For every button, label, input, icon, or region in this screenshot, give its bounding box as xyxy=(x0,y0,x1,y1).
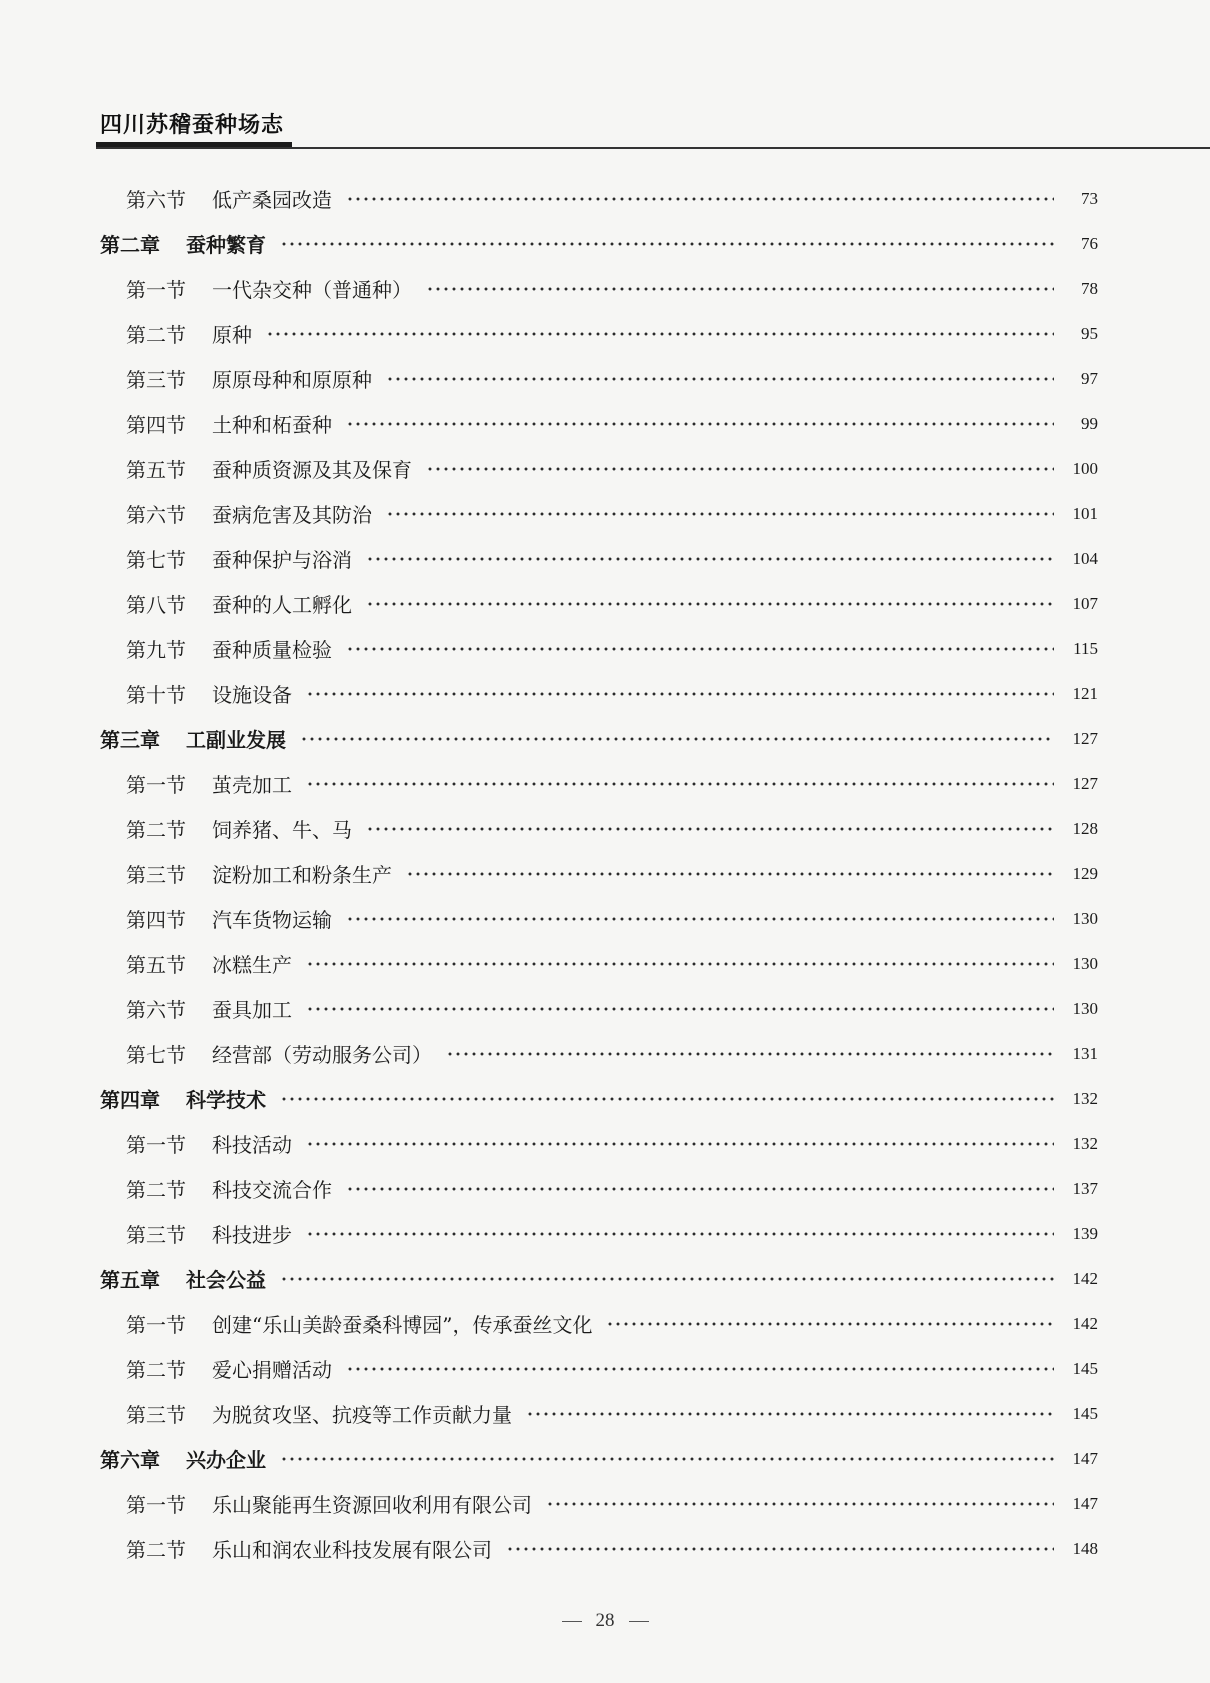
toc-section-entry[interactable] xyxy=(0,761,1210,806)
dot-leader xyxy=(366,827,1054,831)
toc-entry-label xyxy=(126,1039,432,1068)
section-number: 第六节 xyxy=(126,188,186,212)
dot-leader xyxy=(366,602,1054,606)
toc-section-entry[interactable] xyxy=(0,851,1210,896)
chapter-number: 第二章 xyxy=(100,233,160,257)
section-title: 乐山聚能再生资源回收利用有限公司 xyxy=(212,1493,532,1517)
toc-section-entry[interactable] xyxy=(0,581,1210,626)
dot-leader xyxy=(546,1502,1054,1506)
toc-page-number: 132 xyxy=(1072,1133,1098,1153)
toc-entry-label xyxy=(126,544,352,573)
section-number: 第二节 xyxy=(126,1358,186,1382)
page-number: 28 xyxy=(595,1610,615,1631)
toc-chapter-entry[interactable] xyxy=(0,1436,1210,1481)
dot-leader xyxy=(386,377,1054,381)
dot-leader xyxy=(346,917,1054,921)
section-number: 第三节 xyxy=(126,863,186,887)
dot-leader xyxy=(346,422,1054,426)
toc-entry-label xyxy=(126,1309,592,1338)
section-number: 第二节 xyxy=(126,1538,186,1562)
toc-page-number: 78 xyxy=(1081,278,1098,298)
toc-entry-label xyxy=(126,679,292,708)
dot-leader xyxy=(426,287,1054,291)
dot-leader xyxy=(306,692,1054,696)
toc-entry-label xyxy=(126,769,292,798)
toc-section-entry[interactable] xyxy=(0,986,1210,1031)
toc-page-number: 142 xyxy=(1072,1268,1098,1288)
section-title: 科技交流合作 xyxy=(212,1178,332,1202)
section-title: 土种和柘蚕种 xyxy=(212,413,332,437)
section-title: 冰糕生产 xyxy=(212,953,292,977)
dot-leader xyxy=(280,1457,1054,1461)
section-title: 蚕种保护与浴消 xyxy=(212,548,352,572)
toc-page-number: 147 xyxy=(1072,1493,1098,1513)
toc-page-number: 100 xyxy=(1072,458,1098,478)
toc-entry-label xyxy=(126,409,332,438)
toc-entry-label xyxy=(100,724,286,753)
dot-leader xyxy=(306,1142,1054,1146)
toc-page-number: 101 xyxy=(1072,503,1098,523)
toc-section-entry[interactable] xyxy=(0,941,1210,986)
toc-section-entry[interactable] xyxy=(0,401,1210,446)
section-title: 饲养猪、牛、马 xyxy=(212,818,352,842)
toc-section-entry[interactable] xyxy=(0,176,1210,221)
section-number: 第一节 xyxy=(126,1133,186,1157)
section-number: 第七节 xyxy=(126,1043,186,1067)
toc-entry-label xyxy=(126,1219,292,1248)
toc-entry-label xyxy=(126,949,292,978)
toc-entry-label xyxy=(126,274,412,303)
chapter-number: 第五章 xyxy=(100,1268,160,1292)
toc-chapter-entry[interactable] xyxy=(0,716,1210,761)
toc-page-number: 128 xyxy=(1072,818,1098,838)
toc-section-entry[interactable] xyxy=(0,491,1210,536)
section-title: 淀粉加工和粉条生产 xyxy=(212,863,392,887)
section-title: 蚕种的人工孵化 xyxy=(212,593,352,617)
toc-page-number: 139 xyxy=(1072,1223,1098,1243)
dot-leader xyxy=(280,242,1054,246)
section-title: 设施设备 xyxy=(212,683,292,707)
chapter-title: 工副业发展 xyxy=(186,728,286,752)
chapter-title: 社会公益 xyxy=(186,1268,266,1292)
dot-leader xyxy=(386,512,1054,516)
section-number: 第六节 xyxy=(126,998,186,1022)
toc-entry-label xyxy=(126,1399,512,1428)
section-number: 第八节 xyxy=(126,593,186,617)
toc-entry-label xyxy=(126,1489,532,1518)
dot-leader xyxy=(266,332,1054,336)
book-title: 四川苏稽蚕种场志 xyxy=(100,113,285,138)
section-number: 第三节 xyxy=(126,368,186,392)
header-rule-thin xyxy=(96,147,1210,149)
section-title: 原原母种和原原种 xyxy=(212,368,372,392)
toc-section-entry[interactable] xyxy=(0,671,1210,716)
toc-page-number: 115 xyxy=(1073,638,1098,658)
section-number: 第九节 xyxy=(126,638,186,662)
toc-page-number: 131 xyxy=(1072,1043,1098,1063)
chapter-number: 第六章 xyxy=(100,1448,160,1472)
dot-leader xyxy=(526,1412,1054,1416)
section-title: 茧壳加工 xyxy=(212,773,292,797)
chapter-number: 第四章 xyxy=(100,1088,160,1112)
toc-chapter-entry[interactable] xyxy=(0,1076,1210,1121)
dot-leader xyxy=(300,737,1054,741)
section-number: 第五节 xyxy=(126,953,186,977)
section-number: 第四节 xyxy=(126,908,186,932)
toc-section-entry[interactable] xyxy=(0,1391,1210,1436)
page-header xyxy=(0,0,1210,160)
dot-leader xyxy=(306,1007,1054,1011)
section-number: 第十节 xyxy=(126,683,186,707)
toc-entry-label xyxy=(126,1534,492,1563)
toc-chapter-entry[interactable] xyxy=(0,221,1210,266)
dot-leader xyxy=(306,782,1054,786)
toc-section-entry[interactable] xyxy=(0,806,1210,851)
dot-leader xyxy=(280,1277,1054,1281)
section-number: 第三节 xyxy=(126,1223,186,1247)
toc-page-number: 130 xyxy=(1072,908,1098,928)
chapter-title: 兴办企业 xyxy=(186,1448,266,1472)
toc-section-entry[interactable] xyxy=(0,1526,1210,1571)
toc-page-number: 130 xyxy=(1072,998,1098,1018)
toc-section-entry[interactable] xyxy=(0,1346,1210,1391)
toc-page-number: 97 xyxy=(1081,368,1098,388)
section-title: 为脱贫攻坚、抗疫等工作贡献力量 xyxy=(212,1403,512,1427)
toc-entry-label xyxy=(126,454,412,483)
section-title: 经营部（劳动服务公司） xyxy=(212,1043,432,1067)
toc-page-number: 127 xyxy=(1072,773,1098,793)
section-title: 科技活动 xyxy=(212,1133,292,1157)
section-number: 第七节 xyxy=(126,548,186,572)
toc-section-entry[interactable] xyxy=(0,1121,1210,1166)
section-number: 第一节 xyxy=(126,1493,186,1517)
dot-leader xyxy=(426,467,1054,471)
section-title: 爱心捐赠活动 xyxy=(212,1358,332,1382)
section-title: 蚕病危害及其防治 xyxy=(212,503,372,527)
dot-leader xyxy=(366,557,1054,561)
toc-page-number: 145 xyxy=(1072,1403,1098,1423)
toc-entry-label xyxy=(100,1084,266,1113)
toc-page-number: 129 xyxy=(1072,863,1098,883)
toc-page-number: 121 xyxy=(1072,683,1098,703)
toc-page-number: 137 xyxy=(1072,1178,1098,1198)
toc-page-number: 104 xyxy=(1072,548,1098,568)
dot-leader xyxy=(346,647,1054,651)
toc-entry-label xyxy=(100,1444,266,1473)
toc-section-entry[interactable] xyxy=(0,626,1210,671)
section-number: 第一节 xyxy=(126,278,186,302)
dot-leader xyxy=(306,1232,1054,1236)
dot-leader xyxy=(346,197,1054,201)
toc-section-entry[interactable] xyxy=(0,536,1210,581)
section-title: 蚕种质资源及其及保育 xyxy=(212,458,412,482)
toc-section-entry[interactable] xyxy=(0,311,1210,356)
toc-entry-label xyxy=(126,634,332,663)
toc-entry-label xyxy=(126,499,372,528)
toc-entry-label xyxy=(126,1129,292,1158)
toc-section-entry[interactable] xyxy=(0,356,1210,401)
toc-page-number: 73 xyxy=(1081,188,1098,208)
dot-leader xyxy=(346,1187,1054,1191)
footer-dash-right xyxy=(629,1621,649,1622)
dot-leader xyxy=(280,1097,1054,1101)
section-number: 第一节 xyxy=(126,773,186,797)
toc-entry-label xyxy=(100,1264,266,1293)
toc-page-number: 132 xyxy=(1072,1088,1098,1108)
section-title: 科技进步 xyxy=(212,1223,292,1247)
toc-section-entry[interactable] xyxy=(0,266,1210,311)
toc-entry-label xyxy=(126,1174,332,1203)
dot-leader xyxy=(306,962,1054,966)
chapter-title: 蚕种繁育 xyxy=(186,233,266,257)
section-title: 创建“乐山美龄蚕桑科博园”，传承蚕丝文化 xyxy=(212,1313,593,1337)
toc-section-entry[interactable] xyxy=(0,1166,1210,1211)
section-number: 第二节 xyxy=(126,1178,186,1202)
chapter-number: 第三章 xyxy=(100,728,160,752)
dot-leader xyxy=(346,1367,1054,1371)
dot-leader xyxy=(406,872,1054,876)
footer-dash-left xyxy=(562,1621,582,1622)
toc-entry-label xyxy=(126,814,352,843)
toc-page-number: 107 xyxy=(1072,593,1098,613)
toc-section-entry[interactable] xyxy=(0,1301,1210,1346)
toc-section-entry[interactable] xyxy=(0,1481,1210,1526)
section-title: 蚕具加工 xyxy=(212,998,292,1022)
toc-page-number: 147 xyxy=(1072,1448,1098,1468)
toc-page-number: 95 xyxy=(1081,323,1098,343)
toc-entry-label xyxy=(126,994,292,1023)
section-number: 第六节 xyxy=(126,503,186,527)
toc-section-entry[interactable] xyxy=(0,1031,1210,1076)
toc-entry-label xyxy=(126,319,252,348)
toc-entry-label xyxy=(126,364,372,393)
table-of-contents xyxy=(0,176,1210,1571)
toc-page-number: 99 xyxy=(1081,413,1098,433)
toc-section-entry[interactable] xyxy=(0,896,1210,941)
page-footer xyxy=(0,1610,1210,1632)
toc-page-number: 127 xyxy=(1072,728,1098,748)
toc-entry-label xyxy=(126,1354,332,1383)
section-number: 第三节 xyxy=(126,1403,186,1427)
toc-page-number: 148 xyxy=(1072,1538,1098,1558)
dot-leader xyxy=(446,1052,1054,1056)
toc-entry-label xyxy=(126,184,332,213)
section-number: 第二节 xyxy=(126,323,186,347)
section-title: 蚕种质量检验 xyxy=(212,638,332,662)
section-title: 汽车货物运输 xyxy=(212,908,332,932)
toc-page-number: 145 xyxy=(1072,1358,1098,1378)
toc-entry-label xyxy=(126,904,332,933)
toc-chapter-entry[interactable] xyxy=(0,1256,1210,1301)
dot-leader xyxy=(506,1547,1054,1551)
section-title: 一代杂交种（普通种） xyxy=(212,278,412,302)
section-title: 乐山和润农业科技发展有限公司 xyxy=(212,1538,492,1562)
toc-page-number: 76 xyxy=(1081,233,1098,253)
toc-section-entry[interactable] xyxy=(0,1211,1210,1256)
toc-section-entry[interactable] xyxy=(0,446,1210,491)
toc-entry-label xyxy=(100,229,266,258)
section-number: 第四节 xyxy=(126,413,186,437)
section-number: 第五节 xyxy=(126,458,186,482)
dot-leader xyxy=(606,1322,1054,1326)
section-title: 低产桑园改造 xyxy=(212,188,332,212)
section-number: 第一节 xyxy=(126,1313,186,1337)
section-title: 原种 xyxy=(212,323,252,347)
toc-page-number: 142 xyxy=(1072,1313,1098,1333)
section-number: 第二节 xyxy=(126,818,186,842)
toc-entry-label xyxy=(126,589,352,618)
toc-entry-label xyxy=(126,859,392,888)
toc-page-number: 130 xyxy=(1072,953,1098,973)
chapter-title: 科学技术 xyxy=(186,1088,266,1112)
